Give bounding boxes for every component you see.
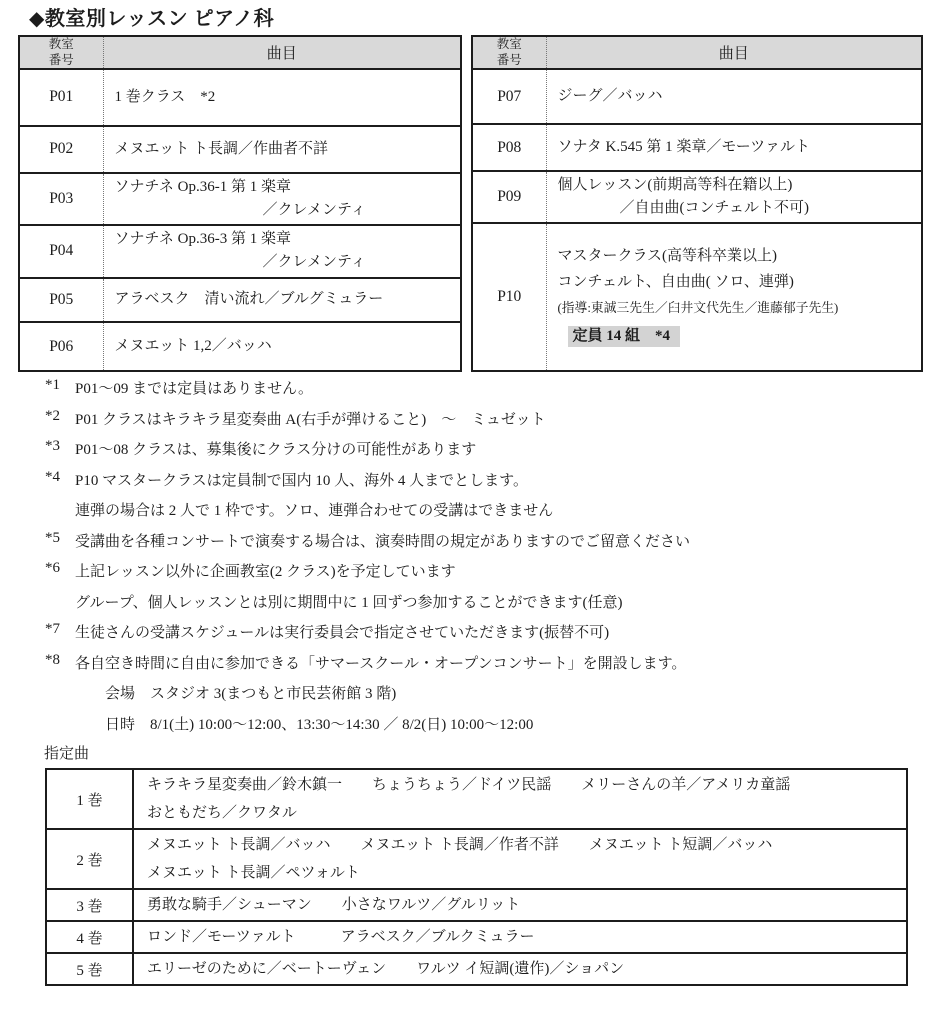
note-text: 会場 スタジオ 3(まつもと市民芸術館 3 階) [105, 686, 397, 702]
table-row [472, 171, 922, 223]
capacity-line [558, 321, 911, 351]
piece-line: ソナタ K.545 第 1 楽章／モーツァルト [557, 139, 810, 156]
venue-line [45, 682, 935, 713]
pieces-cell [133, 921, 907, 953]
volume-cell: 4 巻 [46, 921, 133, 953]
table-row [46, 829, 907, 889]
piece-line: メヌエット 1,2／バッハ [114, 338, 272, 355]
note-text: 日時 8/1(土) 10:00～12:00、13:30～14:30 ／ 8/2(日) 10:00～12:00 [105, 716, 534, 733]
note-text: 受講曲を各種コンサートで演奏する場合は、演奏時間の規定がありますのでご留意ください [75, 533, 691, 550]
piece-line: ソナチネ Op.36-1 第 1 楽章 [114, 179, 291, 196]
note-marker: *5 [45, 529, 60, 546]
room-number-cell: P08 [472, 124, 546, 171]
note-text: P01～08 クラスは、募集後にクラス分けの可能性があります [75, 442, 477, 458]
note-marker: *6 [45, 560, 60, 576]
instructors-line: (指導:東誠三先生／臼井文代先生／進藤郁子先生) [557, 301, 839, 316]
note-line [45, 560, 935, 591]
designated-pieces-label: 指定曲 [44, 746, 90, 762]
piece-cell [546, 223, 922, 371]
room-number-cell: P07 [472, 69, 546, 124]
header-room-number [472, 36, 546, 69]
header-piece: 曲目 [546, 36, 922, 69]
table-row [19, 69, 461, 125]
piece-cell [103, 126, 461, 173]
pieces-line: 勇敢な騎手／シューマン 小さなワルツ／グルリット [147, 897, 521, 913]
note-text: P10 マスタークラスは定員制で国内 10 人、海外 4 人までとします。 [75, 472, 528, 489]
note-line [45, 530, 935, 561]
pieces-line: おともだち／クワタル [147, 805, 297, 821]
piece-line: メヌエット ト長調／作曲者不詳 [114, 140, 328, 157]
note-text: P01～09 までは定員はありません。 [75, 381, 313, 397]
note-marker: *8 [45, 651, 60, 668]
capacity-badge: 定員 14 組 *4 [568, 326, 681, 347]
piece-cell [103, 69, 461, 125]
piece-cell [103, 173, 461, 225]
pieces-cell [133, 889, 907, 921]
piece-line: ジーグ／バッハ [557, 88, 663, 105]
room-number-cell: P02 [19, 126, 103, 173]
piece-line: コンチェルト、自由曲( ソロ、連弾) [557, 274, 794, 291]
note-text: グループ、個人レッスンとは別に期間中に 1 回ずつ参加することができます(任意) [75, 594, 623, 611]
pieces-line: メヌエット ト長調／ペツォルト [147, 865, 360, 881]
piece-line-composer: ／クレメンティ [262, 202, 366, 219]
table-row [19, 173, 461, 225]
room-number-cell: P05 [19, 278, 103, 322]
note-marker: *7 [45, 621, 60, 637]
note-line [45, 408, 935, 439]
piece-line: 個人レッスン(前期高等科在籍以上) [557, 177, 793, 194]
volume-cell: 1 巻 [46, 769, 133, 829]
note-text: 各自空き時間に自由に参加できる「サマースクール・オープンコンサート」を開設します。 [75, 655, 687, 672]
room-number-cell: P09 [472, 171, 546, 223]
note-marker: *4 [45, 468, 60, 485]
note-line [45, 377, 935, 408]
volume-cell: 5 巻 [46, 953, 133, 985]
volume-cell: 3 巻 [46, 889, 133, 921]
pieces-cell [133, 769, 907, 829]
table-row [19, 278, 461, 322]
table-row [19, 322, 461, 371]
piece-line-note: ／自由曲(コンチェルト不可) [619, 200, 810, 217]
designated-pieces-table [45, 768, 908, 986]
pieces-line: メヌエット ト長調／バッハ メヌエット ト長調／作者不詳 メヌエット ト短調／バッハ [147, 837, 773, 853]
note-line [45, 438, 935, 469]
table-row [46, 921, 907, 953]
note-line [45, 469, 935, 500]
piece-cell [103, 322, 461, 371]
table-row [46, 953, 907, 985]
piece-line: ソナチネ Op.36-3 第 1 楽章 [114, 231, 291, 248]
room-number-cell: P01 [19, 69, 103, 125]
piece-line: マスタークラス(高等科卒業以上) [557, 248, 778, 265]
room-number-cell: P04 [19, 225, 103, 277]
datetime-line [45, 713, 935, 744]
room-number-cell: P06 [19, 322, 103, 371]
table-header-row [19, 36, 461, 69]
table-row [46, 769, 907, 829]
note-marker: *2 [45, 407, 60, 424]
piece-line-composer: ／クレメンティ [262, 254, 366, 271]
pieces-cell [133, 829, 907, 889]
header-room-line1: 教室 [48, 37, 74, 51]
header-room-line2: 番号 [496, 52, 522, 67]
piece-cell [103, 278, 461, 322]
note-continuation-line [45, 591, 935, 622]
pieces-line: ロンド／モーツァルト アラベスク／ブルクミュラー [147, 929, 535, 945]
note-text: 連弾の場合は 2 人で 1 枠です。ソロ、連弾合わせての受講はできません [75, 503, 554, 519]
note-marker: *3 [45, 438, 60, 454]
footnotes [45, 377, 935, 743]
pieces-cell [133, 953, 907, 985]
note-line [45, 621, 935, 652]
note-continuation-line [45, 499, 935, 530]
table-row [46, 889, 907, 921]
note-text: 生徒さんの受講スケジュールは実行委員会で指定させていただきます(振替不可) [75, 625, 610, 641]
volume-cell: 2 巻 [46, 829, 133, 889]
note-text: 上記レッスン以外に企画教室(2 クラス)を予定しています [75, 564, 456, 580]
table-row [472, 69, 922, 124]
piece-line: 1 巻クラス *2 [114, 88, 216, 105]
table-row [19, 225, 461, 277]
room-number-cell: P10 [472, 223, 546, 371]
piece-line: アラベスク 清い流れ／ブルグミュラー [114, 291, 384, 308]
designated-table-wrap [45, 768, 908, 986]
header-room-number [19, 36, 103, 69]
lesson-table-left [18, 35, 462, 372]
piece-cell [103, 225, 461, 277]
piece-cell [546, 171, 922, 223]
page-title: ◆教室別レッスン ピアノ科 [29, 8, 275, 30]
table-row [472, 223, 922, 371]
lesson-table-right [471, 35, 923, 372]
pieces-line: エリーゼのために／ベートーヴェン ワルツ イ短調(遺作)／ショパン [147, 961, 625, 977]
note-text: P01 クラスはキラキラ星変奏曲 A(右手が弾けること) ～ ミュゼット [75, 411, 546, 428]
table-row [19, 126, 461, 173]
piece-cell [546, 124, 922, 171]
lesson-tables [18, 35, 923, 372]
header-room-line2: 番号 [48, 52, 74, 67]
piece-cell [546, 69, 922, 124]
room-number-cell: P03 [19, 173, 103, 225]
note-marker: *1 [45, 377, 60, 393]
pieces-line: キラキラ星変奏曲／鈴木鎮一 ちょうちょう／ドイツ民謡 メリーさんの羊／アメリカ童謡 [147, 777, 791, 793]
header-room-line1: 教室 [496, 37, 522, 51]
table-header-row [472, 36, 922, 69]
header-piece: 曲目 [103, 36, 461, 69]
note-line [45, 652, 935, 683]
table-row [472, 124, 922, 171]
